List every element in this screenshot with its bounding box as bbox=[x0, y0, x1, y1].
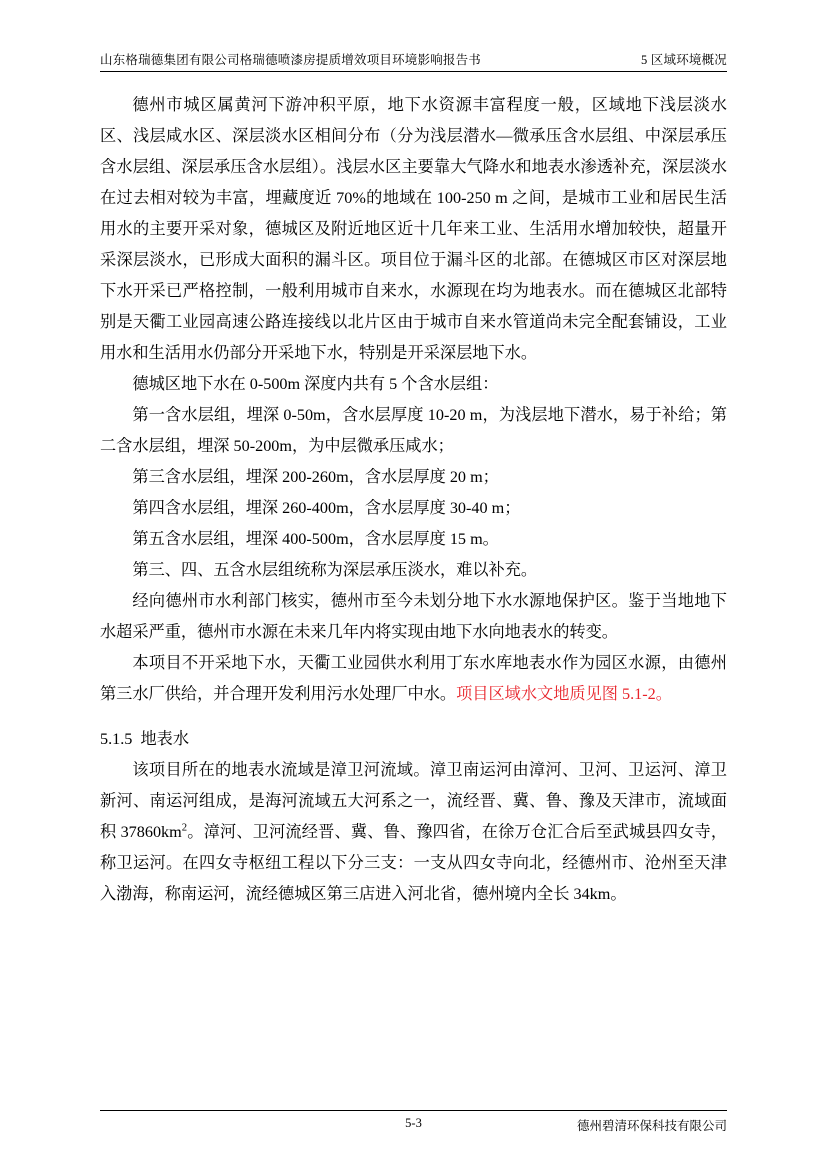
paragraph-groundwater-overview: 德州市城区属黄河下游冲积平原，地下水资源丰富程度一般，区域地下浅层淡水区、浅层咸水区、深层淡水区相间分布（分为浅层潜水—微承压含水层组、中深层承压含水层组、深层承压含水层组）。浅层水区主要靠大气降水和地表水渗透补充，深层淡水在过去相对较为丰富，埋藏度近 70%的地域在 100-250 m 之间，是城市工业和居民生活用水的主要开采对象，德城区及附近地区近十几年来工业、生活用水增加较快，超量开采深层淡水，已形成大面积的漏斗区。项目位于漏斗区的北部。在德城区市区对深层地下水开采已严格控制，一般利用城市自来水，水源现在均为地表水。而在德城区北部特别是天衢工业园高速公路连接线以北片区由于城市自来水管道尚未完全配套铺设，工业用水和生活用水仍部分开采地下水，特别是开采深层地下水。 bbox=[100, 96, 727, 363]
page-footer bbox=[100, 1110, 727, 1131]
paragraph-aquifer-1-2: 第一含水层组，埋深 0-50m，含水层厚度 10-20 m，为浅层地下潜水，易于补给；第二含水层组，埋深 50-200m，为中层微承压咸水； bbox=[100, 406, 727, 456]
paragraph-project-water-supply-text: 本项目不开采地下水，天衢工业园供水利用丁东水库地表水作为园区水源，由德州第三水厂供给，并合理开发利用污水处理厂中水。 bbox=[100, 654, 727, 704]
page-header bbox=[100, 52, 727, 72]
paragraph-aquifer-5: 第五含水层组，埋深 400-500m，含水层厚度 15 m。 bbox=[132, 530, 499, 549]
paragraph-surface-water-part1: 该项目所在的地表水流域是漳卫河流域。漳卫南运河由漳河、卫河、卫运河、漳卫新河、南运河组成，是海河流域五大河系之一，流经晋、冀、鲁、豫及天津市，流域面积 37860km bbox=[100, 761, 727, 842]
header-chapter-title: 5 区域环境概况 bbox=[641, 53, 727, 67]
paragraph-water-protection: 经向德州市水利部门核实，德州市至今未划分地下水水源地保护区。鉴于当地地下水超采严重，德州市水源在未来几年内将实现由地下水向地表水的转变。 bbox=[100, 592, 727, 642]
figure-reference-note: 项目区域水文地质见图 5.1-2。 bbox=[456, 685, 672, 704]
area-unit-superscript: 2 bbox=[181, 821, 188, 834]
document-body bbox=[100, 90, 727, 910]
footer-company-name: 德州碧清环保科技有限公司 bbox=[576, 1119, 727, 1133]
section-heading-5-1-5 bbox=[100, 724, 727, 755]
paragraph-surface-water bbox=[100, 755, 727, 910]
header-report-title: 山东格瑞德集团有限公司格瑞德喷漆房提质增效项目环境影响报告书 bbox=[100, 53, 482, 67]
paragraph-surface-water-part2: 。漳河、卫河流经晋、冀、鲁、豫四省，在徐万仓汇合后至武城县四女寺，称卫运河。在四女寺枢纽工程以下分三支：一支从四女寺向北，经德州市、沧州至天津入渤海，称南运河，流经德城区第三店进入河北省，德州境内全长 34km。 bbox=[100, 823, 728, 904]
paragraph-aquifer-4: 第四含水层组，埋深 260-400m，含水层厚度 30-40 m； bbox=[132, 499, 521, 518]
page-content bbox=[100, 52, 727, 1117]
paragraph-aquifer-3: 第三含水层组，埋深 200-260m，含水层厚度 20 m； bbox=[132, 468, 499, 487]
paragraph-aquifer-intro: 德城区地下水在 0-500m 深度内共有 5 个含水层组： bbox=[132, 375, 499, 394]
footer-page-number: 5-3 bbox=[405, 1116, 422, 1130]
paragraph-project-water-supply bbox=[100, 648, 727, 710]
section-title: 地表水 bbox=[140, 730, 190, 749]
section-number: 5.1.5 bbox=[100, 730, 133, 749]
paragraph-aquifer-summary: 第三、四、五含水层组统称为深层承压淡水，难以补充。 bbox=[132, 561, 538, 580]
